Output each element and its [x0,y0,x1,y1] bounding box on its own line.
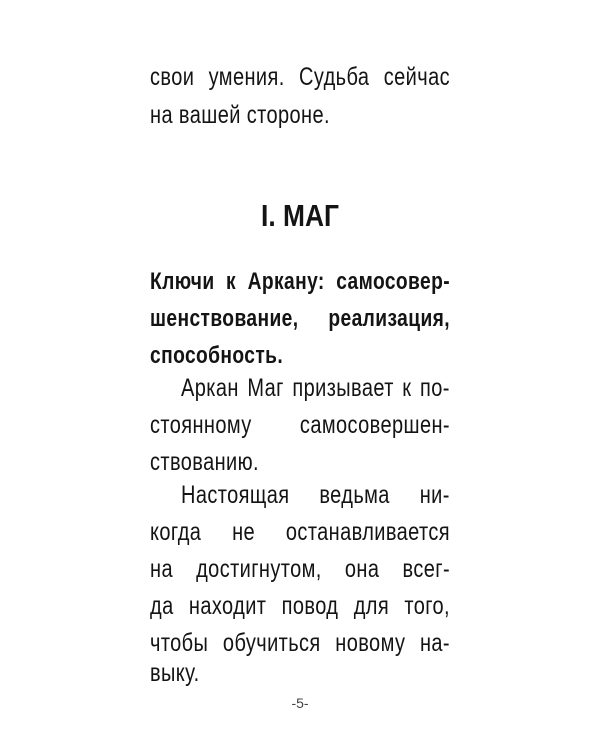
paragraph2-line-4: да находит повод для того, [150,592,450,620]
continuation-line-2: на вашей стороне. [150,101,330,129]
keys-line-2: шенствование, реализация, [150,305,450,332]
chapter-heading: I. МАГ [261,198,339,233]
paragraph1-line-3: ствованию. [150,448,259,476]
keys-line-3: способность. [150,342,284,369]
paragraph1-line-1: Аркан Маг призывает к по- [181,374,450,402]
continuation-line-1: свои умения. Судьба сейчас [150,63,450,91]
paragraph2-line-5: чтобы обучиться новому на- [150,629,450,657]
page-number: -5- [291,695,309,711]
paragraph2-line-1: Настоящая ведьма ни- [181,481,450,509]
keys-line-1: Ключи к Аркану: самосовер- [150,268,450,295]
paragraph2-line-2: когда не останавливается [150,518,450,546]
paragraph2-line-3: на достигнутом, она всег- [150,555,450,583]
paragraph1-line-2: стоянному самосовершен- [150,411,450,439]
paragraph2-line-6: выку. [150,659,200,687]
